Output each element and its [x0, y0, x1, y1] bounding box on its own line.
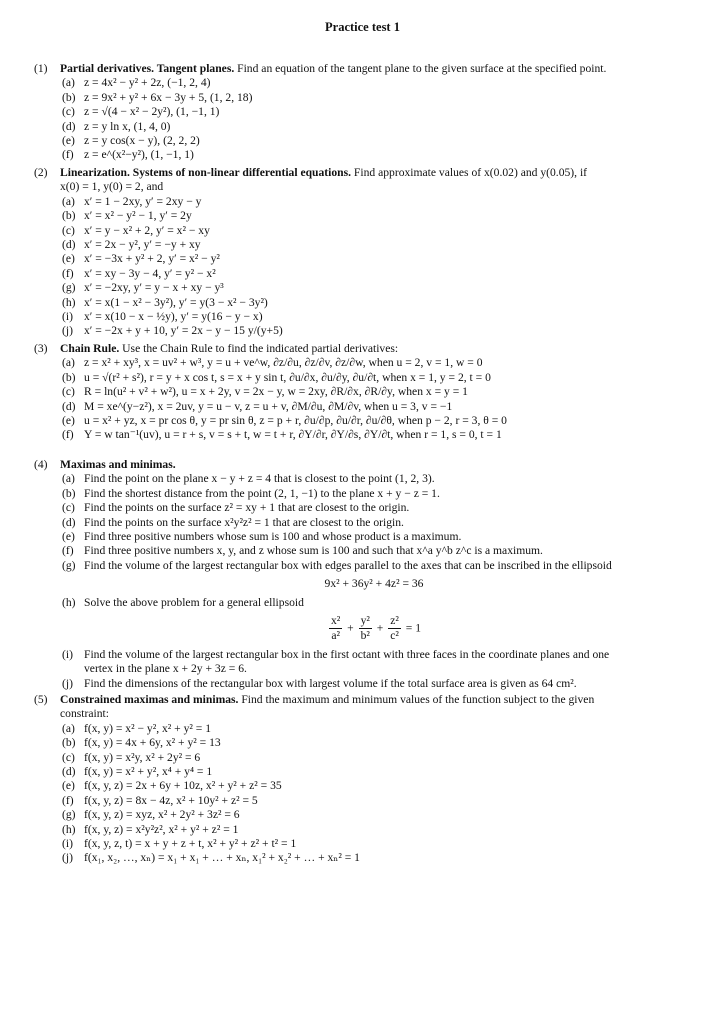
item-label: (h): [62, 822, 76, 836]
section-heading: [34, 458, 714, 472]
list-item: [34, 736, 714, 750]
item-text: Y = w tan⁻¹(uv), u = r + s, v = s + t, w = t + r, ∂Y/∂r, ∂Y/∂s, ∂Y/∂t, when r = 1, s = 0, t = 1: [84, 428, 502, 442]
section-heading: [34, 342, 714, 356]
list-item: [34, 267, 714, 281]
general-ellipsoid-equation: $\frac{\text{x²}}{\text{a²}}$ + $\frac{\text{y²}}{\text{b²}}$ + $\frac{\text{z²}}{\text{c²}}$ = 1: [330, 614, 421, 643]
item-label: (e): [62, 414, 75, 428]
section-title: Constrained maximas and minimas.: [60, 693, 239, 706]
item-text: Find the points on the surface x²y²z² = 1 that are closest to the origin.: [84, 515, 404, 529]
item-list: [34, 195, 714, 339]
list-item: [34, 148, 714, 162]
item-text: Find the shortest distance from the point (2, 1, −1) to the plane x + y − z = 1.: [84, 486, 440, 500]
item-label: (d): [62, 399, 76, 413]
item-text: x′ = 2x − y², y′ = −y + xy: [84, 238, 201, 252]
item-list: [34, 76, 714, 162]
item-label: (f): [62, 793, 74, 807]
item-label: (b): [62, 370, 76, 384]
item-label: (a): [62, 472, 75, 486]
list-item: [34, 544, 714, 558]
item-label: (i): [62, 837, 73, 851]
item-label: (f): [62, 544, 74, 558]
section-heading: [34, 166, 714, 180]
denominator: b²: [360, 629, 370, 643]
section-heading: [34, 693, 714, 707]
list-item: [34, 765, 714, 779]
list-item: [34, 516, 714, 530]
item-label: (g): [62, 281, 76, 295]
numerator: x²: [329, 614, 342, 629]
item-text: f(x₁, x₂, …, xₙ) = x₁ + x₁ + … + xₙ, x₁² + x₂² + … + xₙ² = 1: [84, 851, 360, 865]
item-label: (c): [62, 223, 75, 237]
equation-rhs: = 1: [405, 621, 421, 635]
section-number: (4): [34, 458, 48, 471]
section-title: Chain Rule.: [60, 342, 120, 355]
item-text: f(x, y, z) = xyz, x² + 2y² + 3z² = 6: [84, 808, 240, 822]
section-number: (3): [34, 342, 48, 355]
list-item: [34, 209, 714, 223]
item-text: u = √(r² + s²), r = y + x cos t, s = x + y sin t, ∂u/∂x, ∂u/∂y, ∂u/∂t, when x = 1, y = 2, t = 0: [84, 370, 491, 384]
numerator: y²: [359, 614, 372, 629]
list-item: [34, 794, 714, 808]
section-partial-derivatives: [34, 62, 714, 163]
section-description: Find the maximum and minimum values of the function subject to the given: [238, 693, 595, 706]
item-text: M = xe^(y−z²), x = 2uv, y = u − v, z = u + v, ∂M/∂u, ∂M/∂v, when u = 3, v = −1: [84, 399, 453, 413]
list-item: [34, 472, 714, 486]
item-list: [34, 356, 714, 442]
section-description-continued: [34, 707, 714, 721]
list-item: [34, 324, 714, 338]
list-item: [34, 195, 714, 209]
section-title: Linearization. Systems of non-linear differential equations.: [60, 166, 352, 179]
item-text: Find the point on the plane x − y + z = 4 that is closest to the point (1, 2, 3).: [84, 472, 435, 486]
list-item: [34, 501, 714, 515]
item-label: (b): [62, 90, 76, 104]
section-linearization: [34, 166, 714, 339]
list-item: [34, 238, 714, 252]
list-item: [34, 722, 714, 736]
section-description-continued: [34, 180, 714, 194]
item-label: (j): [62, 676, 73, 690]
list-item: [34, 400, 714, 414]
item-text: x′ = −2x + y + 10, y′ = 2x − y − 15 y/(y+5): [84, 324, 283, 338]
section-description: Use the Chain Rule to find the indicated partial derivatives:: [119, 342, 399, 355]
list-item: [34, 530, 714, 544]
item-label: (j): [62, 851, 73, 865]
section-title: Maximas and minimas.: [60, 458, 176, 471]
section-description-line2: constraint:: [60, 707, 109, 721]
item-label: (f): [62, 428, 74, 442]
fraction: [359, 614, 372, 644]
list-item: [34, 134, 714, 148]
item-label: (c): [62, 385, 75, 399]
item-text: f(x, y) = 4x + 6y, x² + y² = 13: [84, 736, 221, 750]
fraction: [388, 614, 401, 644]
item-label: (f): [62, 266, 74, 280]
item-text: x′ = x² − y² − 1, y′ = 2y: [84, 209, 192, 223]
list-item: [34, 751, 714, 765]
list-item: [34, 281, 714, 295]
item-text: z = e^(x²−y²), (1, −1, 1): [84, 148, 194, 162]
item-label: (c): [62, 750, 75, 764]
list-item: [34, 224, 714, 238]
item-label: (d): [62, 119, 76, 133]
item-label: (j): [62, 324, 73, 338]
list-item: [34, 120, 714, 134]
item-label: (a): [62, 76, 75, 90]
list-item: [34, 487, 714, 501]
item-text: x′ = −2xy, y′ = y − x + xy − y³: [84, 281, 224, 295]
item-label: (g): [62, 558, 76, 572]
item-text: f(x, y, z, t) = x + y + z + t, x² + y² + z² + t² = 1: [84, 837, 297, 851]
section-number: (1): [34, 62, 48, 75]
item-label: (a): [62, 356, 75, 370]
item-label: (b): [62, 209, 76, 223]
item-list: [34, 472, 714, 573]
item-text: Solve the above problem for a general ellipsoid: [84, 595, 304, 609]
item-text: z = √(4 − x² − 2y²), (1, −1, 1): [84, 105, 220, 119]
item-label: (d): [62, 238, 76, 252]
item-text: u = x² + yz, x = pr cos θ, y = pr sin θ, z = p + r, ∂u/∂p, ∂u/∂r, ∂u/∂θ, when p − 2, r = 3, θ = 0: [84, 414, 507, 428]
item-text: Find the volume of the largest rectangular box with edges parallel to the axes that can be inscribed in the ellipsoid: [84, 558, 612, 572]
section-chain-rule: [34, 342, 714, 443]
section-constrained-maximas-minimas: [34, 693, 714, 866]
section-heading: [34, 62, 714, 76]
item-label: (h): [62, 595, 76, 609]
list-item: [34, 385, 714, 399]
item-text: f(x, y, z) = x²y²z², x² + y² + z² = 1: [84, 822, 239, 836]
item-text: x′ = xy − 3y − 4, y′ = y² − x²: [84, 266, 216, 280]
item-text: f(x, y, z) = 8x − 4z, x² + 10y² + z² = 5: [84, 793, 258, 807]
item-text: f(x, y) = x² + y², x⁴ + y⁴ = 1: [84, 765, 213, 779]
section-number: (2): [34, 166, 48, 179]
list-item: [34, 559, 714, 573]
item-label: (d): [62, 515, 76, 529]
numerator: z²: [388, 614, 401, 629]
item-list: [34, 722, 714, 866]
item-text: Find three positive numbers whose sum is 100 and whose product is a maximum.: [84, 530, 462, 544]
denominator: a²: [331, 629, 340, 643]
item-text: f(x, y) = x² − y², x² + y² = 1: [84, 721, 211, 735]
item-text: Find three positive numbers x, y, and z whose sum is 100 and such that x^a y^b z^c is a maximum.: [84, 544, 543, 558]
item-text: z = x² + xy³, x = uv² + w³, y = u + ve^w, ∂z/∂u, ∂z/∂v, ∂z/∂w, when u = 2, v = 1, w = 0: [84, 356, 483, 370]
list-item: [34, 76, 714, 90]
list-item: [34, 105, 714, 119]
item-text: Find the volume of the largest rectangular box in the first octant with three faces in the coordinate planes and one: [84, 647, 610, 661]
item-text: R = ln(u² + v² + w²), u = x + 2y, v = 2x − y, w = 2xy, ∂R/∂x, ∂R/∂y, when x = y = 1: [84, 385, 468, 399]
list-item: [34, 310, 714, 324]
item-label: (i): [62, 647, 73, 661]
list-item: [34, 356, 714, 370]
section-description-line2: x(0) = 1, y(0) = 2, and: [60, 180, 164, 194]
list-item: [34, 648, 714, 662]
item-text: Find the points on the surface z² = xy + 1 that are closest to the origin.: [84, 501, 410, 515]
item-label: (a): [62, 721, 75, 735]
section-maximas-minimas: [34, 458, 714, 691]
item-text: x′ = x(1 − x² − 3y²), y′ = y(3 − x² − 3y²): [84, 295, 268, 309]
item-text: z = y ln x, (1, 4, 0): [84, 119, 171, 133]
ellipsoid-equation: 9x² + 36y² + 4z² = 36: [324, 577, 424, 591]
item-label: (b): [62, 736, 76, 750]
item-text: Find the dimensions of the rectangular box with largest volume if the total surface area is given as 64 cm².: [84, 676, 577, 690]
list-item: [34, 851, 714, 865]
denominator: c²: [390, 629, 399, 643]
list-item: [34, 414, 714, 428]
item-text: x′ = y − x² + 2, y′ = x² − xy: [84, 223, 210, 237]
section-description: Find approximate values of x(0.02) and y(0.05), if: [351, 166, 588, 179]
item-label: (c): [62, 501, 75, 515]
section-description: Find an equation of the tangent plane to the given surface at the specified point.: [234, 62, 607, 75]
list-item: [34, 823, 714, 837]
item-label: (e): [62, 134, 75, 148]
list-item: [34, 677, 714, 691]
section-title: Partial derivatives. Tangent planes.: [60, 62, 235, 75]
item-label: (e): [62, 530, 75, 544]
item-text: x′ = −3x + y² + 2, y′ = x² − y²: [84, 252, 220, 266]
item-label: (f): [62, 148, 74, 162]
item-text: z = y cos(x − y), (2, 2, 2): [84, 134, 200, 148]
item-label: (i): [62, 310, 73, 324]
item-label: (g): [62, 808, 76, 822]
list-item: [34, 808, 714, 822]
item-label: (d): [62, 765, 76, 779]
list-item: [34, 371, 714, 385]
item-text: x′ = x(10 − x − ½y), y′ = y(16 − y − x): [84, 310, 263, 324]
section-number: (5): [34, 693, 48, 706]
item-text: x′ = 1 − 2xy, y′ = 2xy − y: [84, 194, 202, 208]
list-item: [34, 428, 714, 442]
item-text: f(x, y, z) = 2x + 6y + 10z, x² + y² + z² = 35: [84, 779, 282, 793]
item-label: (e): [62, 252, 75, 266]
item-label: (e): [62, 779, 75, 793]
fraction: [329, 614, 342, 644]
item-text-continued: vertex in the plane x + 2y + 3z = 6.: [84, 662, 247, 676]
item-label: (b): [62, 486, 76, 500]
list-item: [34, 837, 714, 851]
item-label: (a): [62, 194, 75, 208]
list-item: [34, 596, 714, 610]
list-item: [34, 296, 714, 310]
item-text: z = 9x² + y² + 6x − 3y + 5, (1, 2, 18): [84, 90, 253, 104]
page-title: Practice test 1: [325, 20, 400, 34]
list-item: [34, 91, 714, 105]
list-item: [34, 779, 714, 793]
item-text: z = 4x² − y² + 2z, (−1, 2, 4): [84, 76, 211, 90]
item-label: (c): [62, 105, 75, 119]
list-item: [34, 252, 714, 266]
item-label: (h): [62, 295, 76, 309]
item-text: f(x, y) = x²y, x² + 2y² = 6: [84, 750, 201, 764]
